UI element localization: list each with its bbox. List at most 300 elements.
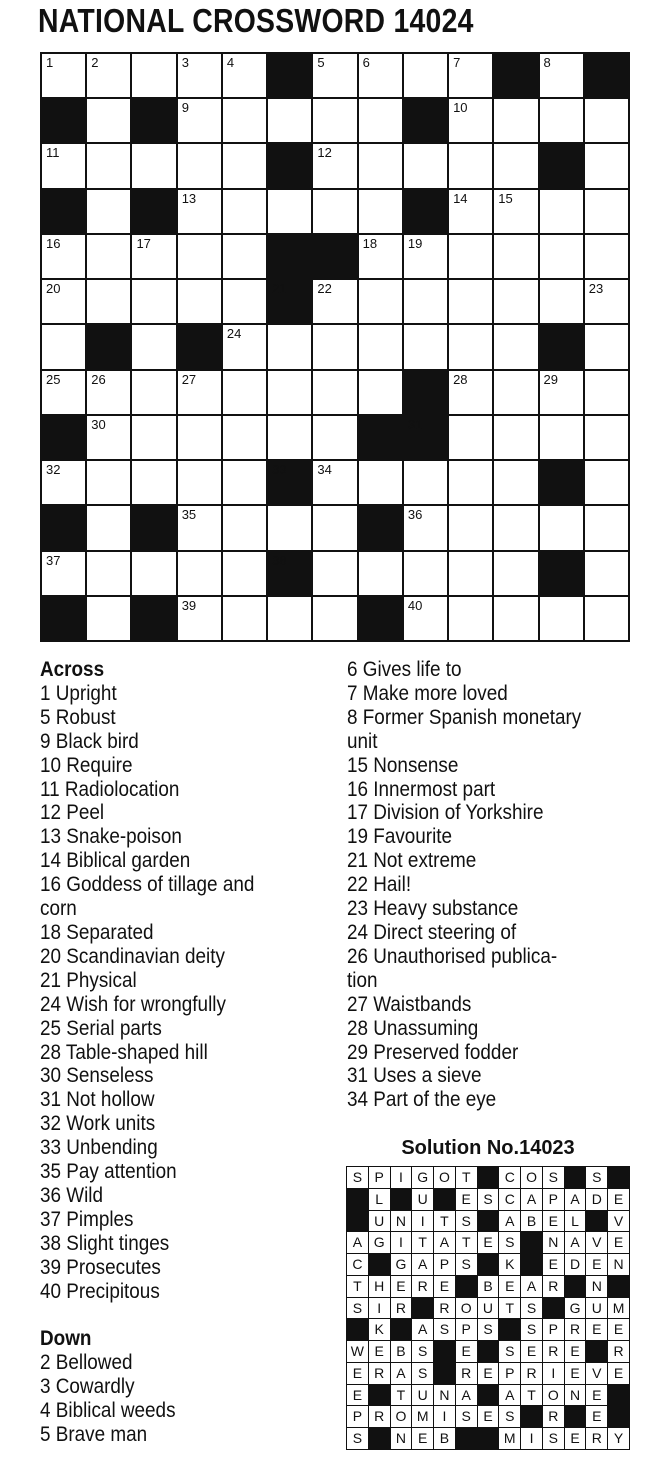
grid-cell-black xyxy=(313,235,356,278)
grid-cell-black xyxy=(540,552,583,595)
grid-cell[interactable] xyxy=(585,325,628,368)
grid-cell[interactable] xyxy=(404,280,447,323)
grid-cell[interactable] xyxy=(87,144,130,187)
grid-cell[interactable] xyxy=(132,461,175,504)
clue-number: 26 xyxy=(91,371,106,387)
grid-cell[interactable] xyxy=(268,190,311,233)
clue-line: 17 Division of Yorkshire xyxy=(347,801,544,825)
clue-line: 3 Cowardly xyxy=(40,1375,135,1399)
solution-cell: T xyxy=(499,1298,520,1319)
grid-cell[interactable] xyxy=(132,371,175,414)
grid-cell[interactable] xyxy=(494,235,537,278)
clue-text xyxy=(347,682,637,706)
solution-cell: I xyxy=(391,1232,412,1253)
grid-cell[interactable] xyxy=(359,54,402,97)
clue-text xyxy=(347,754,637,778)
solution-cell: E xyxy=(369,1341,390,1362)
solution-cell: G xyxy=(369,1232,390,1253)
grid-cell[interactable] xyxy=(494,461,537,504)
clue-line: 7 Make more loved xyxy=(347,681,508,705)
grid-cell[interactable] xyxy=(313,99,356,142)
solution-cell: R xyxy=(543,1406,564,1427)
grid-cell[interactable] xyxy=(178,597,221,640)
grid-cell[interactable] xyxy=(132,280,175,323)
clue-line: 13 Snake-poison xyxy=(40,825,182,849)
grid-cell[interactable] xyxy=(132,416,175,459)
grid-cell-black xyxy=(132,99,175,142)
grid-cell[interactable] xyxy=(540,54,583,97)
grid-cell[interactable] xyxy=(42,280,85,323)
grid-cell[interactable] xyxy=(313,506,356,549)
grid-cell[interactable] xyxy=(449,144,492,187)
clue-number: 13 xyxy=(181,190,197,206)
grid-cell[interactable] xyxy=(585,461,628,504)
grid-cell[interactable] xyxy=(42,54,85,97)
solution-cell: S xyxy=(499,1232,520,1253)
solution-cell: I xyxy=(543,1363,564,1384)
grid-cell[interactable] xyxy=(313,552,356,595)
grid-cell[interactable] xyxy=(223,416,266,459)
grid-cell[interactable] xyxy=(404,506,447,549)
solution-cell: R xyxy=(369,1363,390,1384)
grid-cell[interactable] xyxy=(313,371,356,414)
solution-cell: I xyxy=(369,1298,390,1319)
grid-cell[interactable] xyxy=(313,144,356,187)
solution-cell: E xyxy=(478,1406,499,1427)
grid-cell[interactable] xyxy=(585,280,628,323)
clue-number: 37 xyxy=(46,552,61,568)
grid-cell[interactable] xyxy=(223,54,266,97)
grid-cell[interactable] xyxy=(585,552,628,595)
solution-cell: E xyxy=(456,1189,477,1210)
grid-cell[interactable] xyxy=(540,597,583,640)
grid-cell[interactable] xyxy=(494,325,537,368)
solution-cell: T xyxy=(412,1232,433,1253)
grid-cell-black xyxy=(132,506,175,549)
solution-cell: T xyxy=(521,1385,542,1406)
grid-cell[interactable] xyxy=(268,597,311,640)
grid-cell[interactable] xyxy=(585,144,628,187)
grid-cell[interactable] xyxy=(87,416,130,459)
grid-cell[interactable] xyxy=(313,416,356,459)
solution-cell: S xyxy=(347,1428,368,1449)
grid-cell[interactable] xyxy=(404,235,447,278)
solution-cell: A xyxy=(434,1232,455,1253)
grid-cell[interactable] xyxy=(132,54,175,97)
grid-cell[interactable] xyxy=(494,280,537,323)
grid-cell[interactable] xyxy=(404,54,447,97)
solution-cell: V xyxy=(586,1363,607,1384)
grid-cell[interactable] xyxy=(449,190,492,233)
solution-cell: E xyxy=(565,1341,586,1362)
clue-number: 14 xyxy=(453,190,468,206)
clue-line: 10 Require xyxy=(40,753,133,777)
clue-line: 32 Work units xyxy=(40,1112,156,1136)
grid-cell[interactable] xyxy=(359,371,402,414)
grid-cell[interactable] xyxy=(359,461,402,504)
grid-cell[interactable] xyxy=(359,280,402,323)
grid-cell[interactable] xyxy=(404,461,447,504)
grid-cell-black xyxy=(268,552,311,595)
solution-cell-black xyxy=(565,1167,586,1188)
grid-cell[interactable] xyxy=(313,190,356,233)
clue-number: 28 xyxy=(453,371,468,387)
grid-cell[interactable] xyxy=(359,235,402,278)
solution-cell: A xyxy=(521,1189,542,1210)
grid-cell[interactable] xyxy=(87,506,130,549)
grid-cell[interactable] xyxy=(449,325,492,368)
solution-cell: E xyxy=(478,1363,499,1384)
grid-cell[interactable] xyxy=(404,144,447,187)
clue-number: 6 xyxy=(362,55,370,70)
grid-cell[interactable] xyxy=(313,54,356,97)
grid-cell[interactable] xyxy=(223,190,266,233)
section-heading xyxy=(40,1327,330,1351)
grid-cell[interactable] xyxy=(313,325,356,368)
grid-cell[interactable] xyxy=(178,280,221,323)
clue-text xyxy=(347,1041,637,1065)
grid-cell[interactable] xyxy=(132,235,175,278)
grid-cell[interactable] xyxy=(449,235,492,278)
solution-cell: V xyxy=(608,1211,629,1232)
solution-cell: L xyxy=(565,1211,586,1232)
grid-cell[interactable] xyxy=(449,280,492,323)
grid-cell[interactable] xyxy=(585,371,628,414)
solution-cell: B xyxy=(434,1428,455,1449)
solution-cell: U xyxy=(478,1298,499,1319)
clue-line: 31 Not hollow xyxy=(40,1088,155,1112)
grid-cell[interactable] xyxy=(494,144,537,187)
clue-line: 27 Waistbands xyxy=(347,992,472,1016)
solution-cell: E xyxy=(391,1276,412,1297)
clue-number: 33 xyxy=(272,462,287,478)
grid-cell[interactable] xyxy=(132,552,175,595)
solution-cell: E xyxy=(565,1363,586,1384)
grid-cell[interactable] xyxy=(540,280,583,323)
solution-cell: E xyxy=(565,1428,586,1449)
grid-cell[interactable] xyxy=(223,235,266,278)
grid-cell[interactable] xyxy=(87,99,130,142)
clue-line: 5 Brave man xyxy=(40,1422,148,1446)
grid-cell[interactable] xyxy=(585,506,628,549)
clue-text xyxy=(40,1232,330,1256)
solution-cell: I xyxy=(434,1406,455,1427)
grid-cell[interactable] xyxy=(132,144,175,187)
solution-cell: O xyxy=(521,1167,542,1188)
solution-cell: A xyxy=(499,1211,520,1232)
clue-text xyxy=(40,1184,330,1208)
grid-cell[interactable] xyxy=(404,325,447,368)
solution-cell: E xyxy=(347,1363,368,1384)
solution-grid xyxy=(346,1166,630,1450)
solution-cell: E xyxy=(499,1276,520,1297)
clue-line: 15 Nonsense xyxy=(347,753,459,777)
clue-line: 8 Former Spanish monetary xyxy=(347,705,582,729)
clue-text xyxy=(40,897,330,921)
clue-line: 21 Not extreme xyxy=(347,849,477,873)
grid-cell-black xyxy=(494,54,537,97)
solution-cell: O xyxy=(543,1385,564,1406)
solution-cell: A xyxy=(565,1189,586,1210)
clue-number: 9 xyxy=(181,100,189,116)
grid-cell[interactable] xyxy=(178,506,221,549)
solution-cell: A xyxy=(565,1232,586,1253)
solution-cell-black xyxy=(369,1254,390,1275)
grid-cell[interactable] xyxy=(87,552,130,595)
clue-text xyxy=(347,993,637,1017)
clue-text xyxy=(40,706,330,730)
grid-cell[interactable] xyxy=(87,54,130,97)
crossword-grid xyxy=(40,52,630,642)
grid-cell[interactable] xyxy=(223,144,266,187)
solution-cell: R xyxy=(456,1363,477,1384)
grid-cell[interactable] xyxy=(223,597,266,640)
grid-cell[interactable] xyxy=(585,190,628,233)
solution-cell: N xyxy=(391,1211,412,1232)
solution-cell: K xyxy=(499,1254,520,1275)
solution-cell: R xyxy=(586,1428,607,1449)
grid-cell[interactable] xyxy=(223,506,266,549)
solution-cell-black xyxy=(456,1276,477,1297)
solution-cell: A xyxy=(499,1385,520,1406)
solution-cell: O xyxy=(434,1167,455,1188)
clue-number: 36 xyxy=(407,507,423,523)
clue-text xyxy=(347,945,637,969)
grid-cell[interactable] xyxy=(178,54,221,97)
clue-column-left xyxy=(40,658,330,1447)
solution-cell: M xyxy=(499,1428,520,1449)
grid-cell[interactable] xyxy=(494,416,537,459)
solution-cell: S xyxy=(434,1319,455,1340)
solution-cell: C xyxy=(499,1189,520,1210)
grid-cell[interactable] xyxy=(268,371,311,414)
solution-cell: T xyxy=(391,1385,412,1406)
grid-cell[interactable] xyxy=(404,597,447,640)
grid-cell[interactable] xyxy=(87,235,130,278)
solution-cell-black xyxy=(412,1298,433,1319)
grid-cell[interactable] xyxy=(87,371,130,414)
grid-cell[interactable] xyxy=(540,235,583,278)
grid-cell[interactable] xyxy=(540,371,583,414)
solution-cell-black xyxy=(434,1363,455,1384)
grid-cell[interactable] xyxy=(178,190,221,233)
grid-cell[interactable] xyxy=(585,99,628,142)
grid-cell[interactable] xyxy=(268,506,311,549)
grid-cell[interactable] xyxy=(494,190,537,233)
clue-number: 35 xyxy=(181,507,197,523)
grid-cell[interactable] xyxy=(42,461,85,504)
grid-cell-black xyxy=(132,597,175,640)
grid-cell[interactable] xyxy=(494,99,537,142)
solution-cell: R xyxy=(412,1276,433,1297)
grid-cell[interactable] xyxy=(449,371,492,414)
clue-line: 38 Slight tinges xyxy=(40,1231,170,1255)
clue-number: 24 xyxy=(226,326,242,342)
grid-cell[interactable] xyxy=(313,280,356,323)
grid-cell[interactable] xyxy=(540,416,583,459)
solution-cell: P xyxy=(434,1254,455,1275)
grid-cell[interactable] xyxy=(494,597,537,640)
solution-cell: S xyxy=(478,1319,499,1340)
grid-cell[interactable] xyxy=(449,506,492,549)
grid-cell[interactable] xyxy=(178,461,221,504)
clue-number: 27 xyxy=(181,371,197,387)
solution-cell-black xyxy=(586,1341,607,1362)
grid-cell-black xyxy=(42,190,85,233)
grid-cell[interactable] xyxy=(87,597,130,640)
grid-cell[interactable] xyxy=(223,325,266,368)
grid-cell[interactable] xyxy=(87,280,130,323)
grid-cell[interactable] xyxy=(449,461,492,504)
solution-cell: U xyxy=(369,1211,390,1232)
grid-cell[interactable] xyxy=(449,416,492,459)
clue-line: 12 Peel xyxy=(40,801,105,825)
grid-cell[interactable] xyxy=(42,371,85,414)
grid-cell[interactable] xyxy=(404,552,447,595)
grid-cell[interactable] xyxy=(132,325,175,368)
grid-cell[interactable] xyxy=(42,325,85,368)
clue-text xyxy=(40,778,330,802)
grid-cell[interactable] xyxy=(223,371,266,414)
solution-cell: B xyxy=(391,1341,412,1362)
clue-number: 12 xyxy=(317,145,332,161)
solution-cell-black xyxy=(369,1385,390,1406)
grid-cell[interactable] xyxy=(178,235,221,278)
clue-text xyxy=(347,778,637,802)
solution-cell: S xyxy=(586,1167,607,1188)
grid-cell[interactable] xyxy=(359,190,402,233)
solution-cell: P xyxy=(369,1167,390,1188)
solution-cell: N xyxy=(586,1276,607,1297)
solution-cell: S xyxy=(347,1298,368,1319)
solution-cell: C xyxy=(347,1254,368,1275)
grid-cell[interactable] xyxy=(540,190,583,233)
grid-cell[interactable] xyxy=(359,99,402,142)
clue-text xyxy=(40,1017,330,1041)
solution-cell: I xyxy=(412,1211,433,1232)
clue-line: 2 Bellowed xyxy=(40,1351,133,1375)
clue-line: 39 Prosecutes xyxy=(40,1255,161,1279)
clue-text xyxy=(347,873,637,897)
clue-text xyxy=(40,945,330,969)
grid-cell[interactable] xyxy=(494,371,537,414)
grid-cell[interactable] xyxy=(223,280,266,323)
solution-cell: S xyxy=(499,1406,520,1427)
clue-text xyxy=(347,1088,637,1112)
clue-text xyxy=(40,1399,330,1423)
grid-cell[interactable] xyxy=(42,552,85,595)
clue-text xyxy=(40,1064,330,1088)
page-title: NATIONAL CROSSWORD 14024 xyxy=(38,2,474,39)
clue-text xyxy=(347,849,637,873)
clue-line: 14 Biblical garden xyxy=(40,849,191,873)
solution-cell: U xyxy=(412,1385,433,1406)
grid-cell[interactable] xyxy=(449,597,492,640)
grid-cell-black xyxy=(268,461,311,504)
clue-text xyxy=(40,1041,330,1065)
grid-cell[interactable] xyxy=(42,235,85,278)
grid-cell-black xyxy=(540,325,583,368)
grid-cell[interactable] xyxy=(313,461,356,504)
grid-cell[interactable] xyxy=(87,461,130,504)
clue-line: 29 Preserved fodder xyxy=(347,1040,519,1064)
solution-cell: S xyxy=(478,1189,499,1210)
grid-cell[interactable] xyxy=(494,552,537,595)
grid-cell[interactable] xyxy=(268,416,311,459)
grid-cell[interactable] xyxy=(359,144,402,187)
grid-cell[interactable] xyxy=(268,325,311,368)
clue-text xyxy=(347,801,637,825)
clue-line: 24 Wish for wrongfully xyxy=(40,992,226,1016)
solution-cell: E xyxy=(586,1254,607,1275)
grid-cell[interactable] xyxy=(449,99,492,142)
grid-cell[interactable] xyxy=(87,190,130,233)
grid-cell[interactable] xyxy=(585,416,628,459)
clue-line: 35 Pay attention xyxy=(40,1160,177,1184)
grid-cell[interactable] xyxy=(540,506,583,549)
grid-cell-black xyxy=(359,416,402,459)
grid-cell[interactable] xyxy=(178,552,221,595)
solution-cell: E xyxy=(543,1254,564,1275)
solution-cell: E xyxy=(608,1189,629,1210)
solution-cell: E xyxy=(586,1385,607,1406)
solution-cell: R xyxy=(543,1276,564,1297)
solution-cell: V xyxy=(586,1232,607,1253)
spacer xyxy=(40,1303,330,1327)
solution-cell: E xyxy=(347,1385,368,1406)
grid-cell[interactable] xyxy=(223,99,266,142)
solution-cell-black xyxy=(608,1276,629,1297)
grid-cell[interactable] xyxy=(42,144,85,187)
grid-cell[interactable] xyxy=(178,144,221,187)
grid-cell[interactable] xyxy=(449,54,492,97)
clue-number: 3 xyxy=(181,55,189,70)
clue-text xyxy=(347,1064,637,1088)
grid-cell[interactable] xyxy=(268,99,311,142)
grid-cell[interactable] xyxy=(313,597,356,640)
section-heading xyxy=(40,658,330,682)
clue-line: tion xyxy=(347,968,378,992)
grid-cell[interactable] xyxy=(223,461,266,504)
clue-line: 6 Gives life to xyxy=(347,658,462,681)
clue-text xyxy=(40,754,330,778)
clue-text xyxy=(40,969,330,993)
solution-cell: E xyxy=(608,1319,629,1340)
grid-cell[interactable] xyxy=(178,99,221,142)
grid-cell[interactable] xyxy=(359,552,402,595)
grid-cell[interactable] xyxy=(178,371,221,414)
solution-cell-black xyxy=(391,1189,412,1210)
grid-cell[interactable] xyxy=(585,597,628,640)
solution-cell: E xyxy=(521,1341,542,1362)
solution-title: Solution No.14023 xyxy=(401,1137,575,1159)
grid-cell[interactable] xyxy=(540,99,583,142)
grid-cell[interactable] xyxy=(494,506,537,549)
solution-cell: U xyxy=(412,1189,433,1210)
solution-cell: Y xyxy=(608,1428,629,1449)
solution-cell: R xyxy=(608,1341,629,1362)
grid-cell-black xyxy=(42,99,85,142)
clue-text xyxy=(40,1423,330,1447)
clue-line: 18 Separated xyxy=(40,920,154,944)
grid-cell[interactable] xyxy=(223,552,266,595)
grid-cell[interactable] xyxy=(359,325,402,368)
grid-cell[interactable] xyxy=(585,235,628,278)
grid-cell[interactable] xyxy=(449,552,492,595)
grid-cell[interactable] xyxy=(178,416,221,459)
grid-cell-black xyxy=(268,54,311,97)
clue-number: 4 xyxy=(226,55,235,70)
